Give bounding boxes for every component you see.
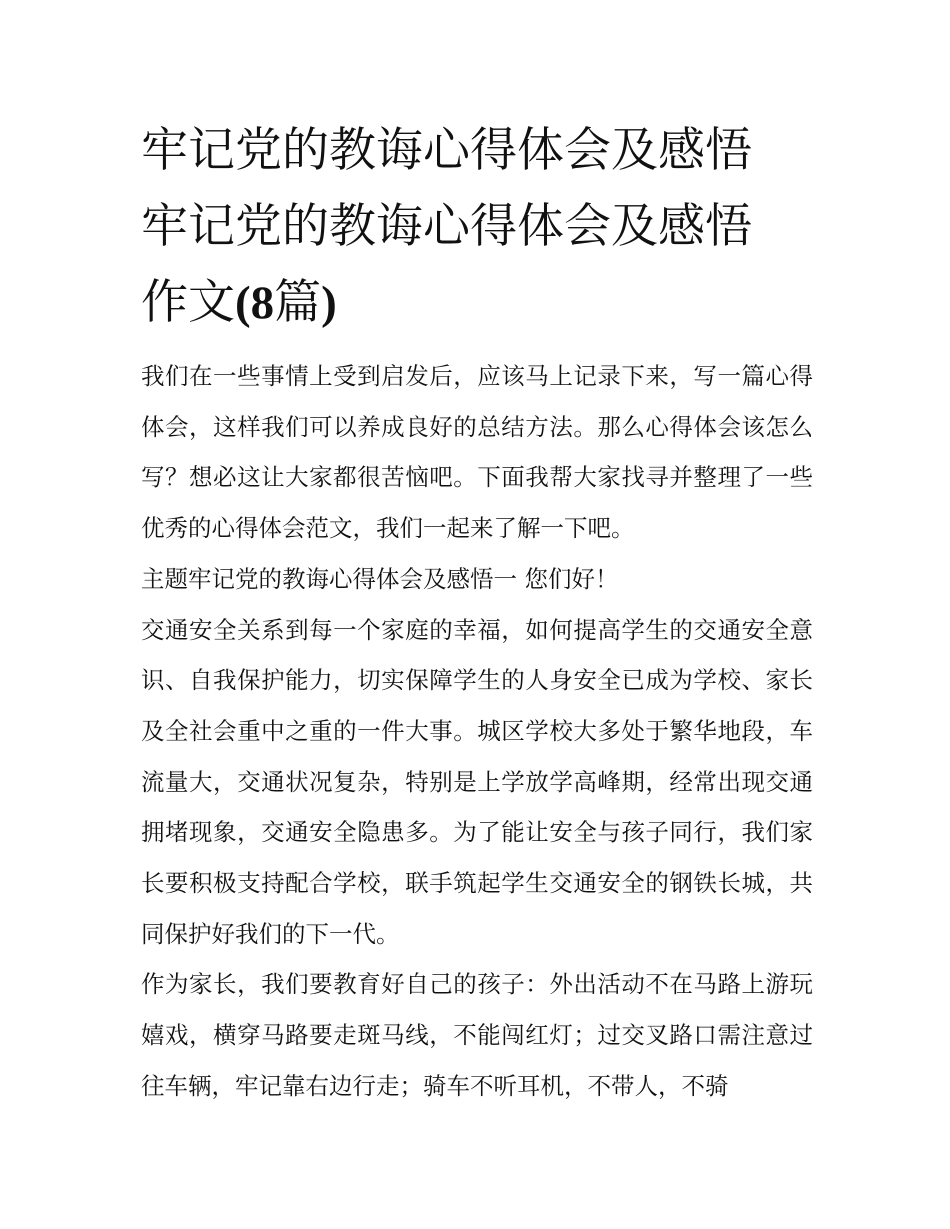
intro-paragraph: 我们在一些事情上受到启发后，应该马上记录下来，写一篇心得体会，这样我们可以养成良好的总结方法。那么心得体会该怎么写？想必这让大家都很苦恼吧。下面我帮大家找寻并整理了一些优秀的心得体会范文，我们一起来了解一下吧。 (141, 362, 813, 543)
traffic-safety-paragraph: 交通安全关系到每一个家庭的幸福，如何提高学生的交通安全意识、自我保护能力，切实保障学生的人身安全已成为学校、家长及全社会重中之重的一件大事。城区学校大多处于繁华地段，车流量大，交通状况复杂，特别是上学放学高峰期，经常出现交通拥堵现象，交通安全隐患多。为了能让安全与孩子同行，我们家长要积极支持配合学校，联手筑起学生交通安全的钢铁长城，共同保护好我们的下一代。 (141, 615, 813, 948)
title-count-word: 篇 (274, 275, 322, 330)
document-body (141, 351, 813, 1112)
document-title (141, 113, 813, 341)
title-count-close: ) (321, 277, 337, 329)
section-heading-paragraph: 主题牢记党的教诲心得体会及感悟一 您们好！ (141, 564, 619, 593)
parent-guidance-paragraph: 作为家长，我们要教育好自己的孩子：外出活动不在马路上游玩嬉戏，横穿马路要走斑马线，不能闯红灯；过交叉路口需注意过往车辆，牢记靠右边行走；骑车不听耳机，不带人，不骑 (141, 970, 813, 1100)
title-line-3: 作文 (141, 275, 235, 330)
title-count-open: (8 (235, 277, 275, 329)
title-line-2: 牢记党的教诲心得体会及感悟 (141, 199, 752, 254)
title-line-1: 牢记党的教诲心得体会及感悟 (141, 123, 752, 178)
document-content (141, 113, 813, 1112)
